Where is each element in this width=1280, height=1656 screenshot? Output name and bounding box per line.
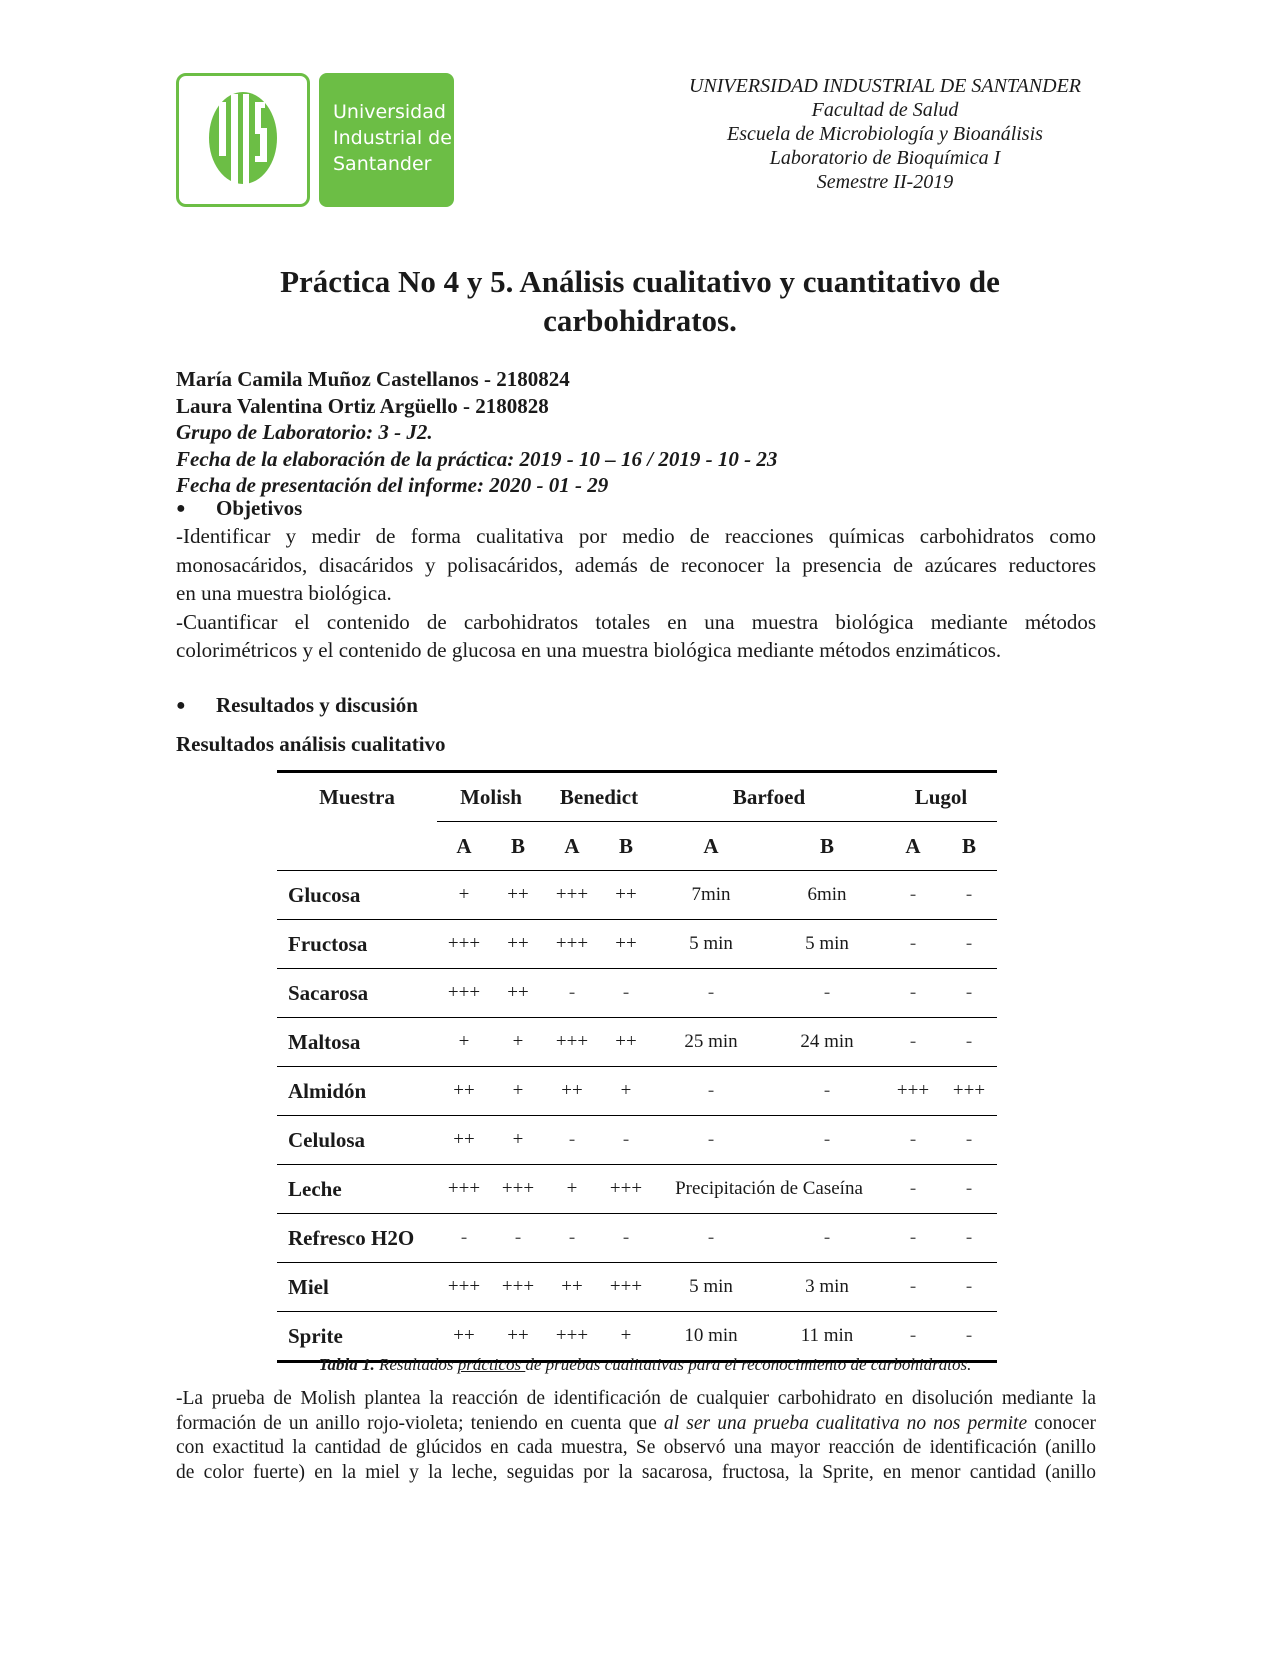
result-cell: 11 min <box>769 1312 885 1362</box>
discussion-text: conocer <box>1027 1412 1096 1434</box>
result-cell: - <box>545 969 599 1018</box>
table-row <box>277 1263 997 1312</box>
discussion-italic: al ser una prueba cualitativa no nos permite <box>663 1412 1028 1434</box>
uis-name <box>333 99 452 177</box>
result-cell: ++ <box>491 871 545 920</box>
result-cell: - <box>941 1116 997 1165</box>
discussion-line <box>176 1412 1096 1437</box>
objectives-line: monosacáridos, disacáridos y polisacáridos, además de reconocer la presencia de azúcares reductores <box>176 552 1096 577</box>
sample-name: Refresco H2O <box>277 1214 437 1263</box>
result-cell: Precipitación de Caseína <box>653 1165 885 1214</box>
result-cell: +++ <box>491 1165 545 1214</box>
title-line-1: Práctica No 4 y 5. Análisis cualitativo y cuantitativo de <box>280 264 1000 299</box>
results-heading-text: Resultados y discusión <box>216 693 418 717</box>
table-subheader-row <box>277 822 997 871</box>
sample-name: Fructosa <box>277 920 437 969</box>
sample-name: Celulosa <box>277 1116 437 1165</box>
elaboration-date: Fecha de la elaboración de la práctica: 2019 - 10 – 16 / 2019 - 10 - 23 <box>176 446 778 471</box>
result-cell: +++ <box>545 1312 599 1362</box>
result-cell: +++ <box>545 920 599 969</box>
results-subheading: Resultados análisis cualitativo <box>176 732 446 756</box>
bullet-icon: ● <box>176 500 186 517</box>
caption-label: Tabla 1. <box>318 1355 375 1374</box>
result-cell: - <box>941 871 997 920</box>
table-row <box>277 1312 997 1362</box>
result-cell: +++ <box>491 1263 545 1312</box>
table-row <box>277 920 997 969</box>
result-cell: - <box>653 1067 769 1116</box>
result-cell: + <box>491 1116 545 1165</box>
result-cell: - <box>885 1116 941 1165</box>
header-lugol: Lugol <box>885 772 997 822</box>
subheader-cell: B <box>599 822 653 871</box>
result-cell: +++ <box>437 920 491 969</box>
result-cell: ++ <box>599 1018 653 1067</box>
header-molish: Molish <box>437 772 545 822</box>
result-cell: - <box>885 920 941 969</box>
result-cell: - <box>941 1312 997 1362</box>
result-cell: 5 min <box>769 920 885 969</box>
result-cell: - <box>653 1116 769 1165</box>
header-line-semester: Semestre II-2019 <box>816 171 954 193</box>
sample-name: Sacarosa <box>277 969 437 1018</box>
subheader-cell: A <box>885 822 941 871</box>
table-caption <box>250 1355 1040 1375</box>
result-cell: - <box>941 920 997 969</box>
result-cell: + <box>599 1312 653 1362</box>
header-empty <box>277 822 437 871</box>
result-cell: +++ <box>885 1067 941 1116</box>
subheader-cell: A <box>653 822 769 871</box>
result-cell: - <box>941 1214 997 1263</box>
table-row <box>277 1214 997 1263</box>
result-cell: + <box>437 871 491 920</box>
result-cell: + <box>491 1067 545 1116</box>
result-cell: ++ <box>437 1116 491 1165</box>
result-cell: - <box>599 969 653 1018</box>
result-cell: ++ <box>545 1263 599 1312</box>
result-cell: ++ <box>599 920 653 969</box>
result-cell: 24 min <box>769 1018 885 1067</box>
subheader-cell: B <box>769 822 885 871</box>
header-line-lab: Laboratorio de Bioquímica I <box>769 147 1001 169</box>
result-cell: +++ <box>545 1018 599 1067</box>
results-heading <box>176 693 418 718</box>
header-line-faculty: Facultad de Salud <box>811 99 959 121</box>
subheader-cell: A <box>545 822 599 871</box>
result-cell: +++ <box>545 871 599 920</box>
bullet-icon: ● <box>176 697 186 714</box>
discussion-line: -La prueba de Molish plantea la reacción de identificación de cualquier carbohidrato en disolución mediante la <box>176 1388 1096 1409</box>
result-cell: - <box>769 1116 885 1165</box>
result-cell: ++ <box>545 1067 599 1116</box>
objectives-line: colorimétricos y el contenido de glucosa en una muestra biológica mediante métodos enzimáticos. <box>176 638 1002 662</box>
result-cell: 25 min <box>653 1018 769 1067</box>
table-row <box>277 1116 997 1165</box>
result-cell: +++ <box>437 1165 491 1214</box>
table-row <box>277 871 997 920</box>
result-cell: - <box>653 969 769 1018</box>
sample-name: Leche <box>277 1165 437 1214</box>
result-cell: +++ <box>599 1263 653 1312</box>
table-row <box>277 1165 997 1214</box>
result-cell: - <box>599 1214 653 1263</box>
result-cell: +++ <box>437 1263 491 1312</box>
table-body <box>277 871 997 1362</box>
result-cell: + <box>491 1018 545 1067</box>
objectives-heading <box>176 496 302 521</box>
objectives-line: -Identificar y medir de forma cualitativa por medio de reacciones químicas carbohidratos como <box>176 524 1096 548</box>
result-cell: - <box>941 1263 997 1312</box>
result-cell: - <box>941 1165 997 1214</box>
result-cell: ++ <box>491 969 545 1018</box>
lab-group: Grupo de Laboratorio: 3 - J2. <box>176 420 433 444</box>
institution-header <box>600 74 1170 194</box>
author-1: María Camila Muñoz Castellanos - 2180824 <box>176 367 570 391</box>
result-cell: + <box>599 1067 653 1116</box>
objectives-text <box>176 522 1096 665</box>
table-row <box>277 1067 997 1116</box>
sample-name: Almidón <box>277 1067 437 1116</box>
author-2: Laura Valentina Ortiz Argüello - 2180828 <box>176 393 549 418</box>
header-sample: Muestra <box>277 772 437 822</box>
result-cell: 5 min <box>653 1263 769 1312</box>
sample-name: Sprite <box>277 1312 437 1362</box>
discussion-line: de color fuerte) en la miel y la leche, seguidas por la sacarosa, fructosa, la Sprite, en menor cantidad (anillo <box>176 1461 1096 1483</box>
header-line-university: UNIVERSIDAD INDUSTRIAL DE SANTANDER <box>688 75 1081 97</box>
result-cell: +++ <box>437 969 491 1018</box>
result-cell: - <box>491 1214 545 1263</box>
result-cell: - <box>437 1214 491 1263</box>
result-cell: - <box>769 1214 885 1263</box>
result-cell: ++ <box>491 1312 545 1362</box>
result-cell: ++ <box>437 1067 491 1116</box>
table-row <box>277 1018 997 1067</box>
subheader-cell: A <box>437 822 491 871</box>
result-cell: - <box>885 871 941 920</box>
result-cell: +++ <box>599 1165 653 1214</box>
result-cell: - <box>941 1018 997 1067</box>
uis-name-line-2: Industrial de <box>333 127 452 149</box>
result-cell: - <box>885 1165 941 1214</box>
table-header-row <box>277 772 997 822</box>
uis-name-box <box>319 73 454 207</box>
page-title <box>180 262 1100 340</box>
caption-post: de pruebas cualitativas para el reconocimiento de carbohidratos. <box>525 1355 972 1374</box>
result-cell: - <box>885 1263 941 1312</box>
result-cell: + <box>437 1018 491 1067</box>
sample-name: Miel <box>277 1263 437 1312</box>
discussion-paragraph <box>176 1387 1096 1485</box>
report-info <box>176 366 1096 499</box>
title-line-2: carbohidratos. <box>543 303 737 338</box>
result-cell: - <box>941 969 997 1018</box>
result-cell: - <box>885 969 941 1018</box>
sample-name: Maltosa <box>277 1018 437 1067</box>
uis-monogram-icon <box>179 76 307 204</box>
results-table <box>277 770 997 1363</box>
subheader-cell: B <box>491 822 545 871</box>
result-cell: - <box>545 1116 599 1165</box>
header-benedict: Benedict <box>545 772 653 822</box>
uis-name-line-1: Universidad <box>333 101 446 123</box>
result-cell: - <box>885 1018 941 1067</box>
result-cell: - <box>769 1067 885 1116</box>
result-cell: - <box>653 1214 769 1263</box>
result-cell: ++ <box>599 871 653 920</box>
table-row <box>277 969 997 1018</box>
result-cell: - <box>885 1312 941 1362</box>
discussion-line: con exactitud la cantidad de glúcidos en cada muestra, Se observó una mayor reacción de identificación (anillo <box>176 1437 1096 1458</box>
result-cell: 3 min <box>769 1263 885 1312</box>
result-cell: - <box>769 969 885 1018</box>
caption-pre: Resultados <box>378 1355 458 1374</box>
result-cell: ++ <box>437 1312 491 1362</box>
subheader-cell: B <box>941 822 997 871</box>
result-cell: 6min <box>769 871 885 920</box>
result-cell: + <box>545 1165 599 1214</box>
uis-name-line-3: Santander <box>333 153 432 175</box>
presentation-date: Fecha de presentación del informe: 2020 - 01 - 29 <box>176 473 609 497</box>
header-line-school: Escuela de Microbiología y Bioanálisis <box>727 123 1043 145</box>
result-cell: 7min <box>653 871 769 920</box>
result-cell: 5 min <box>653 920 769 969</box>
uis-monogram-box <box>176 73 310 207</box>
caption-underlined: prácticos <box>457 1355 526 1374</box>
sample-name: Glucosa <box>277 871 437 920</box>
result-cell: - <box>885 1214 941 1263</box>
header-barfoed: Barfoed <box>653 772 885 822</box>
objectives-line: -Cuantificar el contenido de carbohidratos totales en una muestra biológica mediante métodos <box>176 609 1096 634</box>
objectives-heading-text: Objetivos <box>216 496 303 520</box>
result-cell: - <box>545 1214 599 1263</box>
result-cell: ++ <box>491 920 545 969</box>
result-cell: - <box>599 1116 653 1165</box>
discussion-text: formación de un anillo rojo-violeta; teniendo en cuenta que <box>176 1412 664 1434</box>
objectives-line: en una muestra biológica. <box>176 581 392 605</box>
result-cell: 10 min <box>653 1312 769 1362</box>
result-cell: +++ <box>941 1067 997 1116</box>
